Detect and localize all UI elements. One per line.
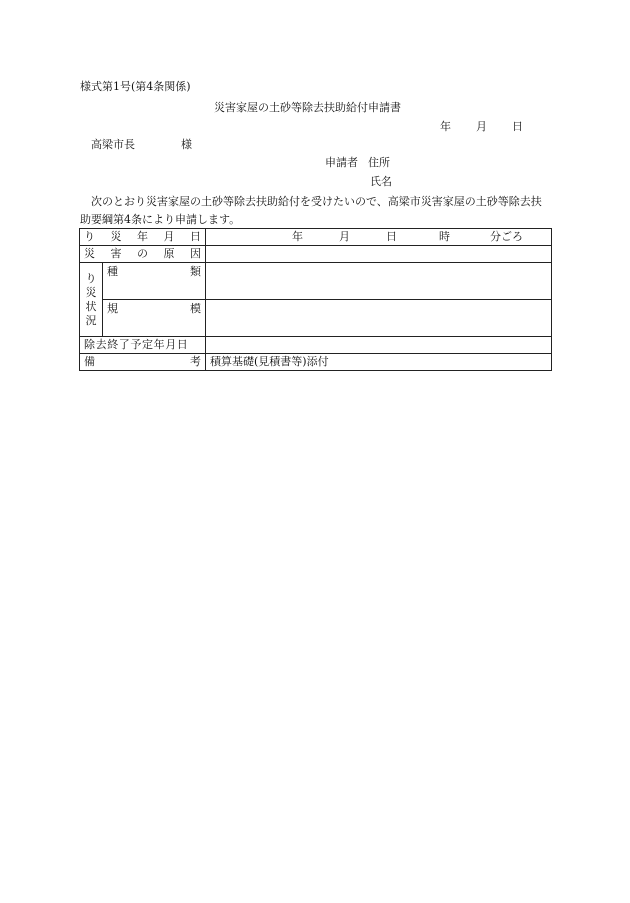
label-char: の (137, 247, 148, 260)
table-row (80, 246, 552, 263)
unit-month: 月 (339, 230, 350, 243)
label-char: 日 (190, 230, 201, 243)
label-char: 災 (84, 247, 95, 260)
label-char: 原 (163, 247, 175, 260)
addressee (91, 138, 192, 152)
remarks-label (80, 354, 206, 371)
label-char: 状 (85, 299, 97, 313)
unit-hour: 時 (439, 230, 450, 243)
date-day-label: 日 (512, 120, 523, 133)
disaster-cause-field[interactable] (206, 246, 552, 263)
table-row (80, 337, 552, 354)
disaster-date-label (80, 229, 206, 246)
removal-end-date-field[interactable] (206, 337, 552, 354)
label-char: り (84, 230, 95, 243)
applicant-label: 申請者 (325, 156, 358, 169)
applicant-name-line (370, 175, 392, 189)
damage-scale-field[interactable] (206, 300, 552, 337)
applicant-address-line (325, 156, 390, 170)
damage-type-label (103, 263, 206, 300)
document-title: 災害家屋の土砂等除去扶助給付申請書 (214, 101, 401, 114)
label-char: 因 (190, 247, 201, 260)
application-date (440, 120, 523, 134)
addressee-honorific: 様 (181, 138, 192, 151)
label-char: 考 (190, 355, 201, 368)
damage-scale-label (103, 300, 206, 337)
label-char: 規 (107, 302, 118, 315)
damage-type-field[interactable] (206, 263, 552, 300)
table-row (80, 354, 552, 371)
label-char: 類 (190, 265, 201, 278)
unit-year: 年 (292, 230, 303, 243)
label-char: 況 (85, 313, 97, 327)
label-char: 種 (107, 265, 118, 278)
label-char: り (85, 271, 97, 285)
application-statement: 次のとおり災害家屋の土砂等除去扶助給付を受けたいので、高梁市災害家屋の土砂等除去扶助要綱第4条により申請します。 (80, 195, 542, 226)
form-number: 様式第1号(第4条関係) (80, 80, 191, 93)
label-char: 災 (110, 230, 122, 243)
address-label: 住所 (368, 156, 390, 169)
date-year-label: 年 (440, 120, 451, 133)
removal-end-date-label: 除去終了予定年月日 (80, 337, 206, 354)
date-month-label: 月 (476, 120, 487, 133)
table-row (80, 229, 552, 246)
label-char: 模 (190, 302, 201, 315)
label-char: 年 (137, 230, 148, 243)
table-row (80, 263, 552, 300)
application-form-table (79, 228, 552, 371)
disaster-date-field[interactable] (206, 229, 552, 246)
unit-minute: 分ごろ (490, 230, 523, 243)
name-label: 氏名 (370, 175, 392, 188)
label-char: 害 (110, 247, 122, 260)
addressee-name: 高梁市長 (91, 138, 135, 151)
unit-day: 日 (386, 230, 397, 243)
label-char: 月 (163, 230, 175, 243)
disaster-cause-label (80, 246, 206, 263)
remarks-field[interactable]: 積算基礎(見積書等)添付 (206, 354, 552, 371)
table-row (80, 300, 552, 337)
label-char: 災 (85, 285, 97, 299)
label-char: 備 (84, 355, 95, 368)
damage-status-label (80, 263, 103, 337)
